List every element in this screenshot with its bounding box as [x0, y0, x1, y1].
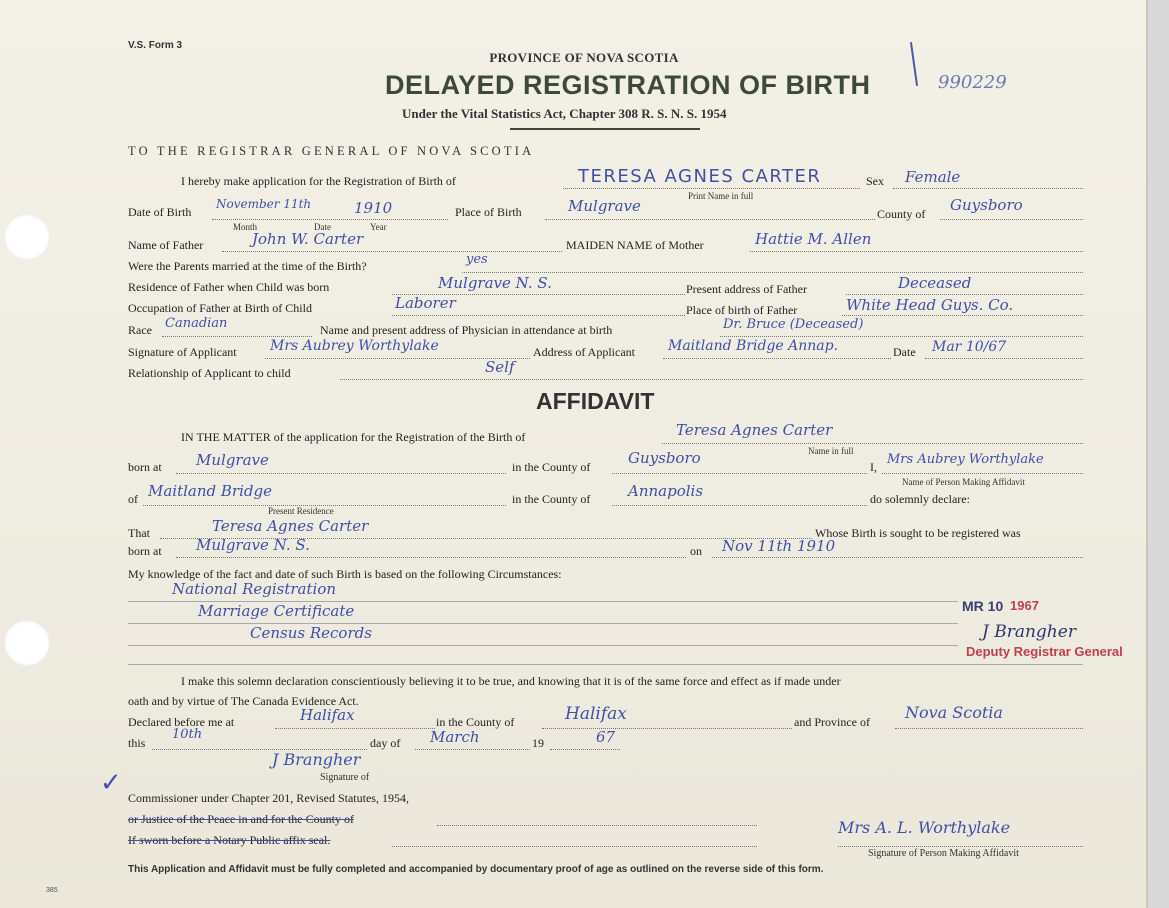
affidavit-birth-date-value: Nov 11th 1910: [722, 537, 836, 555]
addressee: TO THE REGISTRAR GENERAL OF NOVA SCOTIA: [128, 144, 535, 158]
label-application: I hereby make application for the Registration of Birth of: [181, 174, 456, 188]
label-print-name: Print Name in full: [688, 191, 754, 201]
label-father-birthplace: Place of birth of Father: [686, 303, 798, 317]
footer-note: This Application and Affidavit must be fully completed and accompanied by documentary proof of age as outlined on the reverse side of this form.: [128, 864, 824, 875]
label-notary: If sworn before a Notary Public affix seal.: [128, 833, 331, 847]
affidavit-born-at-value: Mulgrave: [196, 451, 269, 469]
check-mark: ✓: [100, 768, 122, 798]
label-signature-person: Signature of Person Making Affidavit: [868, 848, 1019, 859]
place-of-birth-value: Mulgrave: [568, 197, 641, 215]
label-of: of: [128, 492, 138, 506]
punch-hole: [4, 620, 50, 666]
father-name-value: John W. Carter: [252, 230, 364, 248]
circumstance-2: Marriage Certificate: [198, 602, 355, 620]
affidavit-born-at-2-value: Mulgrave N. S.: [196, 536, 310, 554]
label-solemnly-declare: do solemnly declare:: [870, 492, 970, 506]
circumstance-3: Census Records: [250, 624, 372, 642]
sex-value: Female: [905, 168, 961, 186]
affiant-residence-value: Maitland Bridge: [148, 482, 272, 500]
declaration-text: I make this solemn declaration conscientiously believing it to be true, and knowing that it is of the same force and effect as if made under: [181, 674, 841, 688]
label-race: Race: [128, 323, 152, 337]
registrar-signature: J Brangher: [982, 622, 1076, 642]
label-day-of: day of: [370, 736, 401, 750]
label-father-residence: Residence of Father when Child was born: [128, 280, 330, 294]
commissioner-signature: J Brangher: [272, 750, 361, 769]
label-on: on: [690, 544, 702, 558]
form-number: V.S. Form 3: [128, 40, 183, 51]
affidavit-child-name-value: Teresa Agnes Carter: [676, 421, 833, 439]
child-name-value: TERESA AGNES CARTER: [578, 166, 822, 187]
dob-month-value: November 11th: [216, 197, 312, 211]
page-title: DELAYED REGISTRATION OF BIRTH: [385, 70, 871, 100]
label-knowledge: My knowledge of the fact and date of such Birth is based on the following Circumstances:: [128, 567, 562, 581]
label-year: Year: [370, 222, 387, 232]
page-subtitle: Under the Vital Statistics Act, Chapter 308 R. S. N. S. 1954: [402, 106, 727, 121]
label-signature-applicant: Signature of Applicant: [128, 345, 237, 359]
punch-hole: [4, 214, 50, 260]
race-value: Canadian: [165, 316, 228, 331]
label-in-county-3: in the County of: [436, 715, 515, 729]
label-in-county: in the County of: [512, 460, 591, 474]
label-date-signed: Date: [893, 345, 916, 359]
mother-name-value: Hattie M. Allen: [755, 230, 872, 248]
label-declared-before: Declared before me at: [128, 715, 235, 729]
label-born-at-2: born at: [128, 544, 162, 558]
label-commissioner: Commissioner under Chapter 201, Revised Statutes, 1954,: [128, 791, 409, 805]
label-year-prefix: 19: [532, 736, 544, 750]
declared-place-value: Halifax: [300, 706, 355, 724]
stamp-title: Deputy Registrar General: [966, 644, 1123, 659]
label-father-name: Name of Father: [128, 238, 204, 252]
affiant-county-value: Annapolis: [628, 482, 704, 500]
label-month: Month: [233, 222, 258, 232]
form-code: 385: [46, 887, 58, 894]
father-address-value: Deceased: [898, 274, 972, 292]
declaration-text-2: oath and by virtue of The Canada Evidence Act.: [128, 694, 359, 708]
file-number: 990229: [938, 72, 1007, 93]
label-physician: Name and present address of Physician in attendance at birth: [320, 323, 613, 337]
label-province: and Province of: [794, 715, 870, 729]
label-father-address: Present address of Father: [686, 282, 807, 296]
label-this: this: [128, 736, 146, 750]
declared-county-value: Halifax: [565, 704, 627, 724]
label-place-of-birth: Place of Birth: [455, 205, 522, 219]
label-born-at: born at: [128, 460, 162, 474]
label-mother-maiden: MAIDEN NAME of Mother: [566, 238, 704, 252]
label-in-the-matter: IN THE MATTER of the application for the Registration of the Birth of: [181, 430, 526, 444]
affidavit-that-name-value: Teresa Agnes Carter: [212, 517, 369, 535]
label-address-applicant: Address of Applicant: [533, 345, 635, 359]
label-relationship: Relationship of Applicant to child: [128, 366, 291, 380]
date-signed-value: Mar 10/67: [932, 339, 1007, 355]
affiant-signature-value: Mrs A. L. Worthylake: [838, 818, 1011, 837]
stamp-year: 1967: [1010, 598, 1039, 613]
label-justice: or Justice of the Peace in and for the County of: [128, 812, 354, 826]
label-signature-of: Signature of: [320, 772, 370, 783]
father-occupation-value: Laborer: [395, 294, 456, 312]
label-name-of-person: Name of Person Making Affidavit: [902, 477, 1025, 487]
label-i: I,: [870, 460, 877, 474]
dob-year-value: 1910: [354, 199, 393, 217]
affidavit-heading: AFFIDAVIT: [536, 388, 655, 414]
stamp-date: MR 10: [962, 598, 1004, 614]
label-date-of-birth: Date of Birth: [128, 205, 192, 219]
label-parents-married: Were the Parents married at the time of the Birth?: [128, 259, 367, 273]
title-rule: [510, 128, 700, 130]
label-whose-birth: Whose Birth is sought to be registered was: [815, 526, 1021, 540]
father-birthplace-value: White Head Guys. Co.: [846, 296, 1014, 314]
applicant-signature-value: Mrs Aubrey Worthylake: [270, 338, 439, 354]
label-sex: Sex: [866, 174, 884, 188]
label-present-residence: Present Residence: [268, 506, 334, 516]
circumstance-1: National Registration: [172, 580, 337, 598]
county-value: Guysboro: [950, 196, 1023, 214]
label-date: Date: [314, 222, 331, 232]
affiant-name-value: Mrs Aubrey Worthylake: [887, 452, 1044, 467]
label-name-in-full: Name in full: [808, 446, 854, 456]
father-residence-value: Mulgrave N. S.: [438, 274, 552, 292]
physician-value: Dr. Bruce (Deceased): [723, 317, 864, 332]
province-heading: PROVINCE OF NOVA SCOTIA: [489, 50, 679, 65]
declared-month-value: March: [430, 728, 480, 746]
declared-day-value: 10th: [172, 727, 203, 742]
declared-province-value: Nova Scotia: [905, 703, 1003, 722]
parents-married-value: yes: [466, 252, 488, 267]
affidavit-county-value: Guysboro: [628, 449, 701, 467]
relationship-value: Self: [485, 358, 515, 376]
label-father-occupation: Occupation of Father at Birth of Child: [128, 301, 312, 315]
label-county: County of: [877, 207, 926, 221]
declared-year-value: 67: [596, 728, 616, 746]
label-that: That: [128, 526, 150, 540]
label-in-county-2: in the County of: [512, 492, 591, 506]
applicant-address-value: Maitland Bridge Annap.: [668, 338, 839, 354]
